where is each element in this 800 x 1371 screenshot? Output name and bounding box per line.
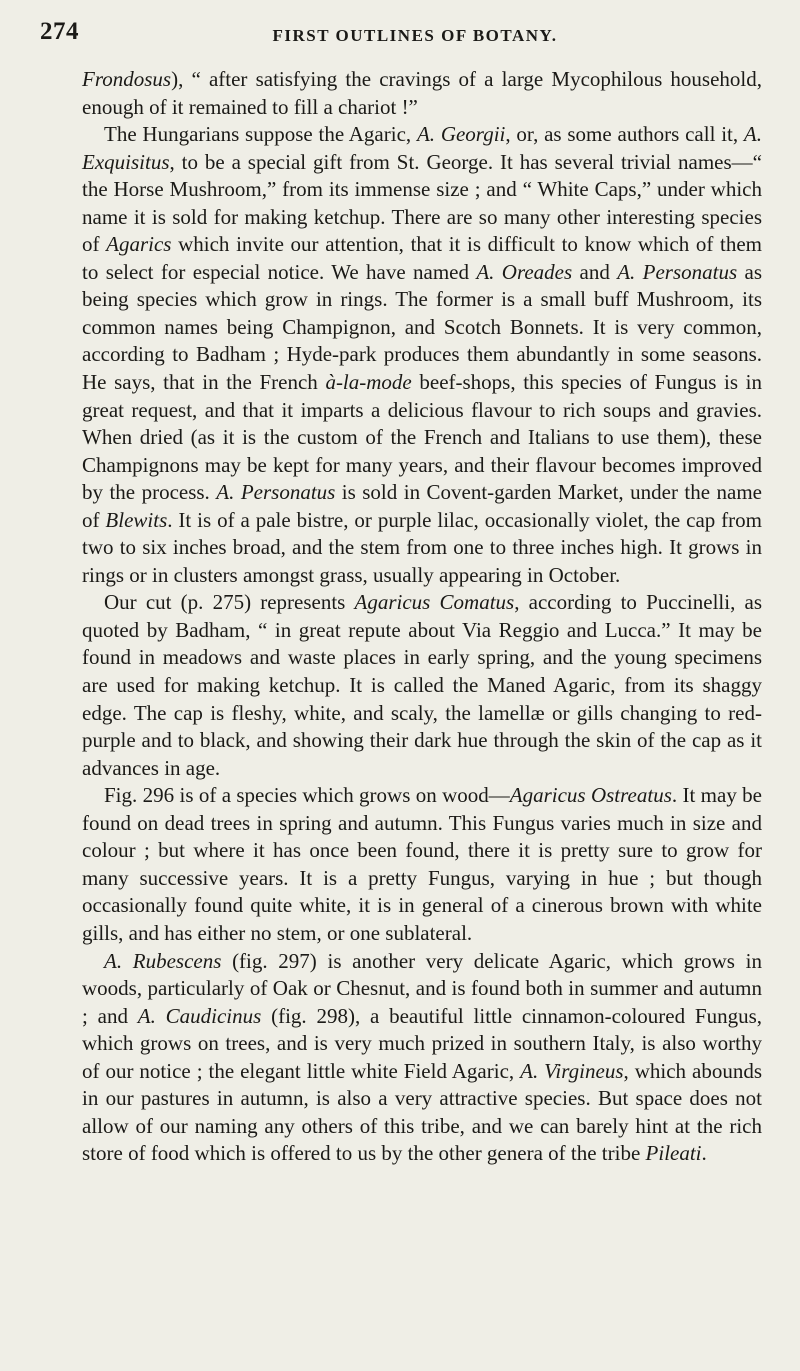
italic-text-run: A. Rubescens (104, 948, 222, 973)
text-run: , or, as some authors call it, (505, 122, 744, 147)
italic-text-run: à-la-mode (325, 370, 412, 395)
text-run: . (701, 1141, 707, 1166)
text-run: (fig. 298), a beautiful little cinnamon-coloured Fungus, which grows on trees, and is very much prized in southern Italy, is also worthy of our notice ; the elegant little white Field Agaric, (82, 1003, 763, 1083)
italic-text-run: Agaricus Comatus (354, 590, 515, 615)
text-run: (fig. 297) is another very delicate Agaric, which grows in woods, particularly of Oak or Chesnut, and is found both in summer and autumn ; and (82, 948, 762, 1028)
text-run: which invite our attention, that it is difficult to know which of them to select for especial notice. We have named (82, 232, 762, 284)
page-number: 274 (40, 18, 79, 45)
text-run: Fig. 296 is of a species which grows on wood— (104, 783, 510, 808)
body-text (82, 66, 762, 1168)
text-run: as being species which grow in rings. The former is a small buff Mushroom, its common names being Champignon, and Scotch Bonnets. It is very common, according to Badham ; Hyde-park produces them abundantly in some seasons. He says, that in the French (82, 259, 763, 395)
running-title: FIRST OUTLINES OF BOTANY. (272, 26, 558, 45)
italic-text-run: Agarics (106, 232, 172, 257)
text-run: . It is of a pale bistre, or purple lilac, occasionally violet, the cap from two to six inches broad, and the stem from one to three inches high. It grows in rings or in clusters amongst grass, usually appearing in October. (82, 507, 762, 587)
text-run: is sold in Covent-garden Market, under the name of (82, 480, 763, 532)
paragraph (82, 948, 762, 1168)
text-run: , which abounds in our pastures in autumn, is also a very attractive species. But space does not allow of our naming any others of this tribe, and we can barely hint at the rich store of food which is offered to us by the other genera of the tribe (82, 1058, 762, 1166)
italic-text-run: A. Georgii (416, 122, 506, 147)
italic-text-run: A. Oreades (476, 259, 573, 284)
paragraph (82, 782, 762, 947)
text-run: The Hungarians suppose the Agaric, (104, 122, 417, 147)
text-run: and (572, 259, 618, 284)
italic-text-run: Blewits (105, 507, 168, 532)
italic-text-run: A. Exquisitus (82, 122, 762, 174)
italic-text-run: A. Caudicinus (137, 1003, 262, 1028)
text-run: , according to Puccinelli, as quoted by Badham, “ in great repute about Via Reggio and Lucca.” It may be found in meadows and waste places in early spring, and the young specimens are used for making ketchup. It is called the Maned Agaric, from its shaggy edge. The cap is fleshy, white, and scaly, the lamellæ or gills changing to red-purple and to black, and showing their dark hue through the skin of the cap as it advances in age. (82, 590, 762, 780)
text-run: beef-shops, this species of Fungus is in great request, and that it imparts a delicious flavour to rich soups and gravies. When dried (as it is the custom of the French and Italians to use them), these Champignons may be kept for many years, and their flavour becomes improved by the process. (82, 370, 762, 505)
text-run: ), “ after satisfying the cravings of a large Mycophilous household, enough of it remained to fill a chariot !” (82, 67, 762, 119)
paragraph (82, 66, 762, 121)
italic-text-run: Agaricus Ostreatus (509, 783, 672, 808)
text-run: Our cut (p. 275) represents (104, 590, 355, 615)
italic-text-run: A. Personatus (617, 259, 738, 284)
paragraph (82, 589, 762, 782)
italic-text-run: A. Personatus (216, 480, 336, 505)
italic-text-run: Pileati (645, 1141, 702, 1166)
italic-text-run: A. Virgineus (520, 1058, 624, 1083)
text-run: , to be a special gift from St. George. It has several trivial names—“ the Horse Mushroom,” from its immense size ; and “ White Caps,” under which name it is sold for making ketchup. There are so many other interesting species of (82, 149, 762, 257)
italic-text-run: Frondosus (82, 67, 172, 91)
text-run: . It may be found on dead trees in spring and autumn. This Fungus varies much in size and colour ; but where it has once been found, there it is pretty sure to grow for many successive years. It is a pretty Fungus, varying in hue ; but though occasionally found quite white, it is in general of a cinerous brown with white gills, and has either no stem, or one sublateral. (82, 783, 763, 945)
paragraph (82, 121, 762, 589)
